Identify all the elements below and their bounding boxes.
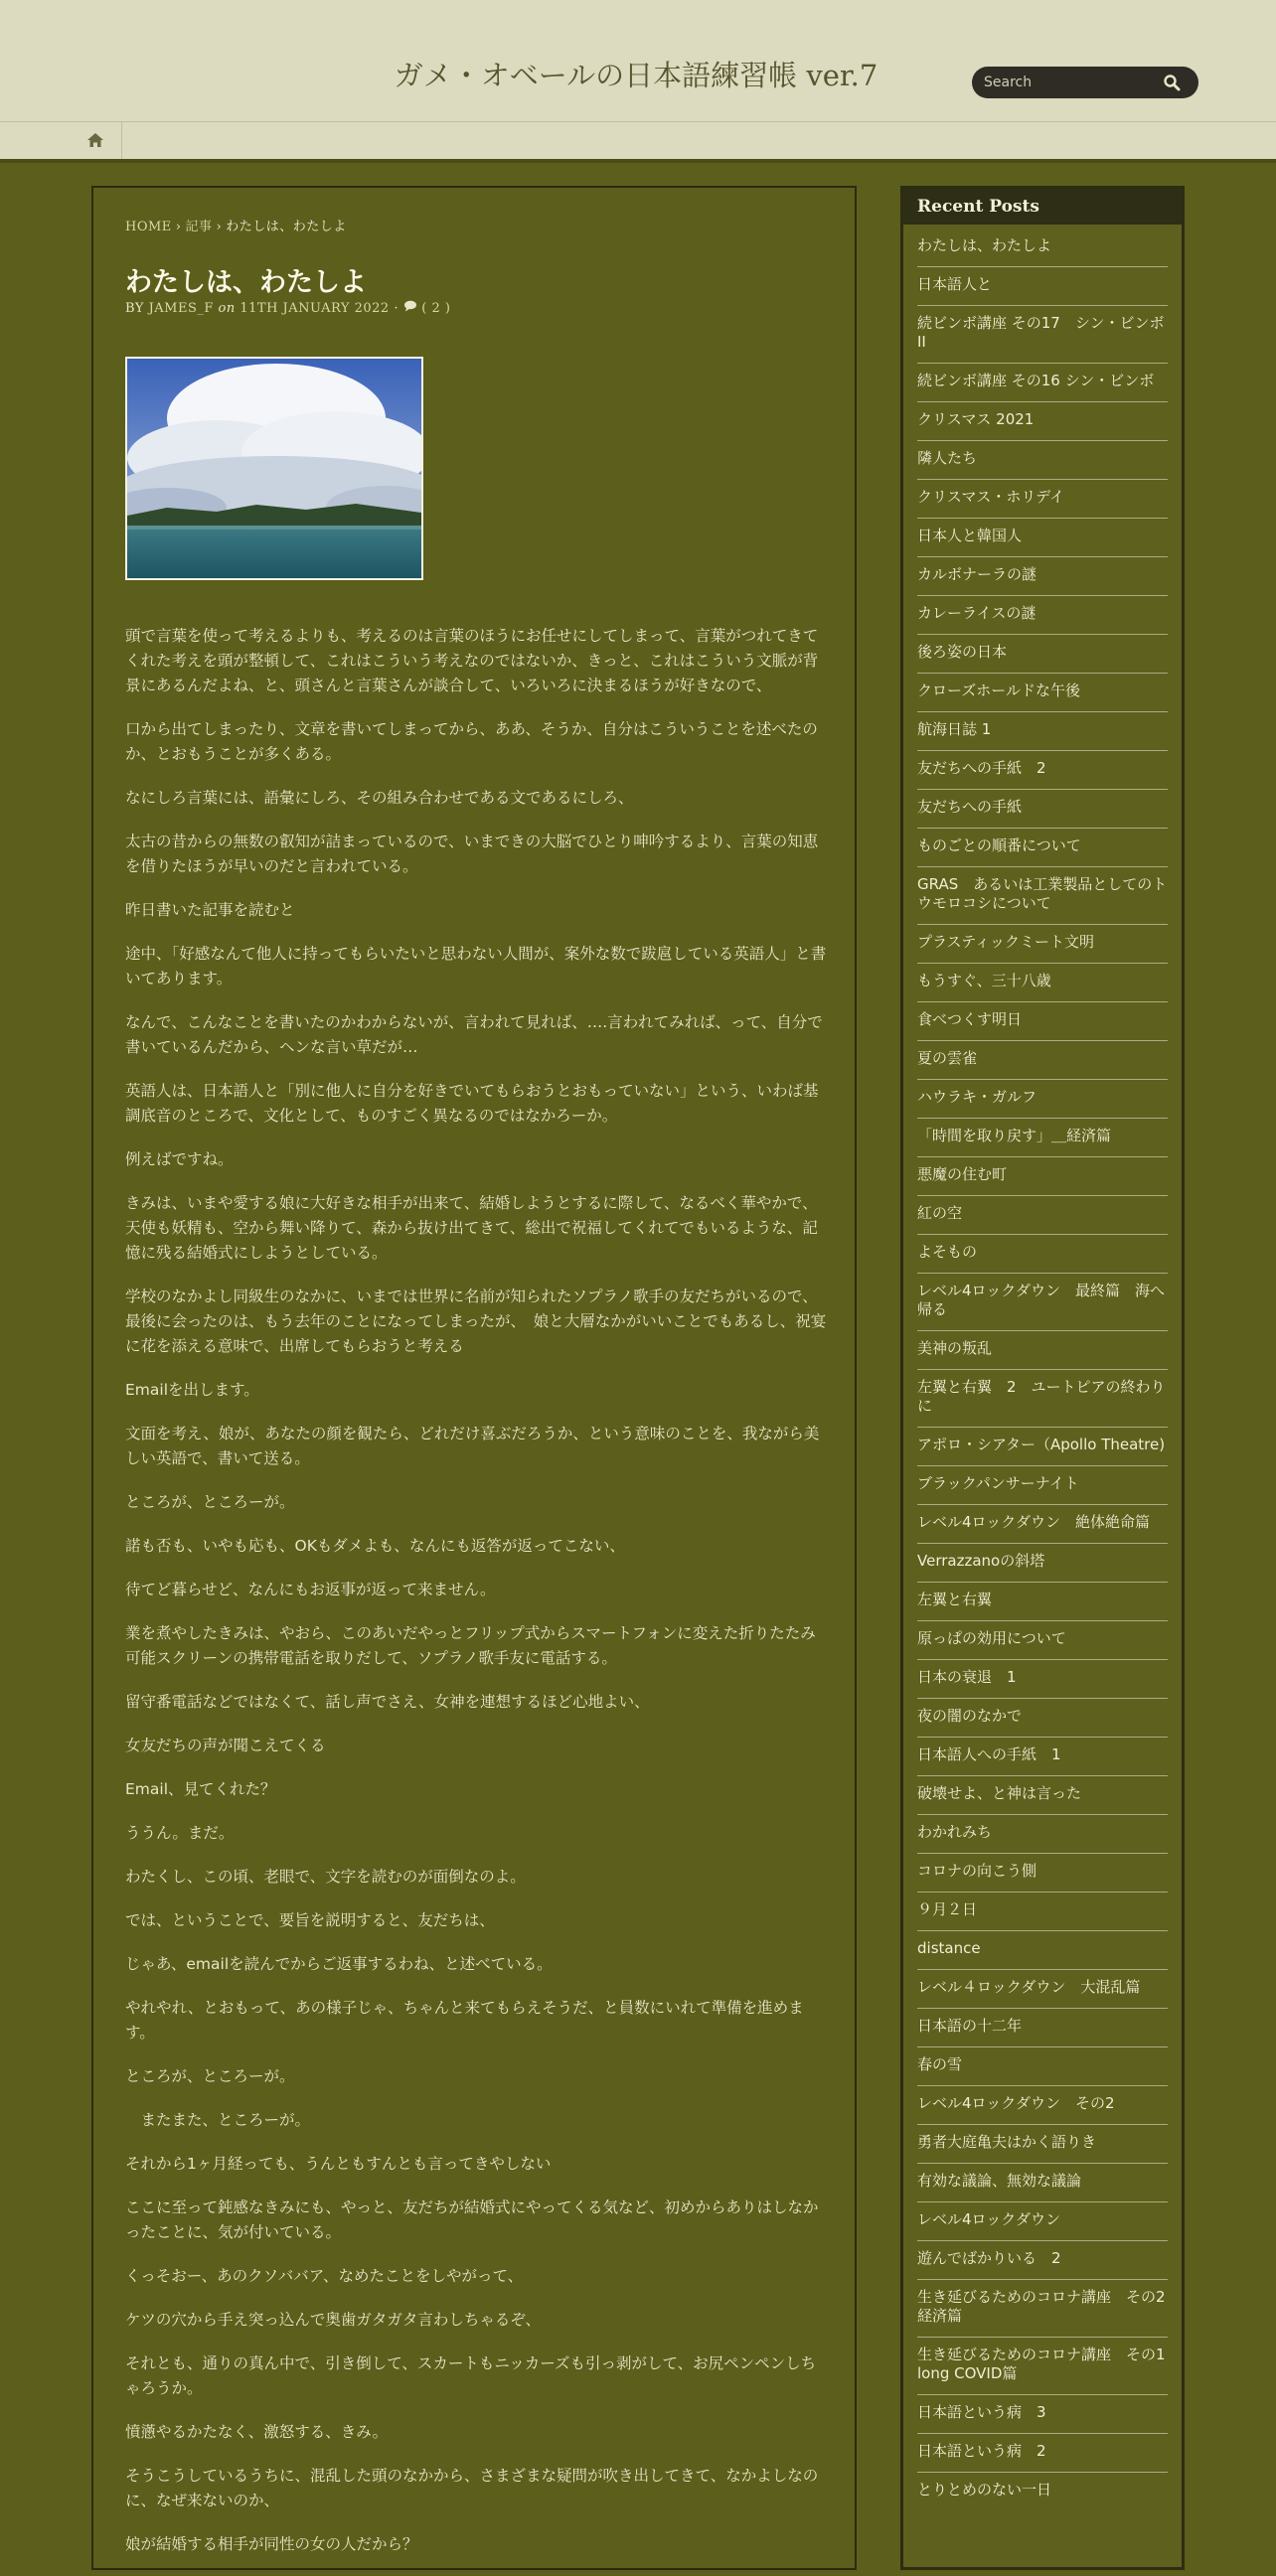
post-paragraph: 学校のなかよし同級生のなかに、いまでは世界に名前が知られたソプラノ歌手の友だちがいるので、最後に会ったのは、もう去年のことになってしまったが、 娘と大層なかがいいことでもあるし、祝宴に花を添える意味で、出席してもらおうと考える	[125, 1288, 827, 1355]
recent-post-link[interactable]: GRAS あるいは工業製品としてのトウモロコシについて	[917, 867, 1168, 925]
recent-post-link[interactable]: 日本語人と	[917, 267, 1168, 306]
post-paragraph: 女友だちの声が聞こえてくる	[125, 1737, 326, 1754]
recent-post-link[interactable]: 続ビンボ講座 その17 シン・ビンボ II	[917, 306, 1168, 364]
post-paragraph: やれやれ、とおもって、あの様子じゃ、ちゃんと来てもらえそうだ、と員数にいれて準備を進めます。	[125, 1999, 804, 2042]
post-paragraph: ケツの穴から手え突っ込んで奥歯ガタガタ言わしちゃるぞ、	[125, 2311, 542, 2329]
post-paragraph: 憤懣やるかたなく、激怒する、きみ。	[125, 2423, 389, 2441]
breadcrumb-current: わたしは、わたしよ	[226, 220, 347, 234]
post-paragraph: 業を煮やしたきみは、やおら、このあいだやっとフリップ式からスマートフォンに変えた折りたたみ可能スクリーンの携帯電話を取りだして、ソプラノ歌手友に電話する。	[125, 1624, 816, 1667]
recent-post-link[interactable]: 友だちへの手紙 2	[917, 751, 1168, 790]
recent-post-link[interactable]: カルボナーラの謎	[917, 557, 1168, 596]
recent-post-link[interactable]: 隣人たち	[917, 441, 1168, 480]
post-paragraph: ところが、ところーが。	[125, 2067, 295, 2085]
home-icon	[87, 133, 103, 147]
post-paragraph: Email、見てくれた？	[125, 1780, 276, 1798]
post-paragraph: 諾も否も、いやも応も、OKもダメよも、なんにも返答が返ってこない、	[125, 1537, 625, 1555]
meta-on: on	[218, 301, 236, 316]
post-content	[91, 186, 857, 2570]
post-meta	[125, 300, 450, 316]
author-link[interactable]: JAMES_F	[148, 301, 214, 316]
nav-home[interactable]	[83, 122, 122, 159]
recent-post-link[interactable]: レベル4ロックダウン 最終篇 海へ帰る	[917, 1274, 1168, 1331]
post-paragraph: ところが、ところーが。	[125, 1493, 295, 1511]
recent-post-link[interactable]: 夜の闇のなかで	[917, 1699, 1168, 1738]
sidebar-header	[903, 189, 1182, 225]
breadcrumb	[125, 216, 347, 234]
recent-post-link[interactable]: カレーライスの謎	[917, 596, 1168, 635]
recent-post-link[interactable]: クリスマス・ホリデイ	[917, 480, 1168, 519]
recent-post-link[interactable]: 日本の衰退 1	[917, 1660, 1168, 1699]
recent-post-link[interactable]: コロナの向こう側	[917, 1854, 1168, 1893]
post-paragraph: 英語人は、日本語人と「別に他人に自分を好きでいてもらおうとおもっていない」という、いわば基調底音のところで、文化として、ものすごく異なるのではなかろーか。	[125, 1082, 819, 1125]
recent-post-link[interactable]: Verrazzanoの斜塔	[917, 1544, 1168, 1583]
recent-post-link[interactable]: レベル４ロックダウン 大混乱篇	[917, 1970, 1168, 2009]
recent-post-link[interactable]: 左翼と右翼 2 ユートピアの終わりに	[917, 1370, 1168, 1428]
recent-post-link[interactable]: 日本語人への手紙 1	[917, 1738, 1168, 1776]
post-paragraph: 口から出てしまったり、文章を書いてしまってから、ああ、そうか、自分はこういうことを述べたのか、とおもうことが多くある。	[125, 720, 818, 763]
breadcrumb-category[interactable]: 記事	[185, 220, 213, 234]
post-paragraph: 待てど暮らせど、なんにもお返事が返って来ません。	[125, 1581, 496, 1598]
recent-post-link[interactable]: 紅の空	[917, 1196, 1168, 1235]
post-paragraph: 留守番電話などではなくて、話し声でさえ、女神を連想するほど心地よい、	[125, 1693, 650, 1711]
post-body	[125, 624, 827, 2576]
recent-post-link[interactable]: 後ろ姿の日本	[917, 635, 1168, 674]
recent-post-link[interactable]: 食べつくす明日	[917, 1002, 1168, 1041]
recent-post-link[interactable]: 友だちへの手紙	[917, 790, 1168, 829]
recent-post-link[interactable]: 左翼と右翼	[917, 1583, 1168, 1621]
recent-post-link[interactable]: 夏の雲雀	[917, 1041, 1168, 1080]
post-paragraph: それから1ヶ月経っても、うんともすんとも言ってきやしない	[125, 2155, 552, 2173]
post-paragraph: きみは、いまや愛する娘に大好きな相手が出来て、結婚しようとするに際して、なるべく華やかで、天使も妖精も、空から舞い降りて、森から抜け出てきて、総出で祝福してくれてでもいるような、記憶に残る結婚式にしようとしている。	[125, 1194, 818, 1262]
recent-posts-list	[917, 228, 1181, 2510]
recent-post-link[interactable]: ９月２日	[917, 1893, 1168, 1931]
main-nav	[0, 121, 1276, 159]
post-paragraph: 昨日書いた記事を読むと	[125, 901, 295, 919]
date-link[interactable]: 11TH JANUARY 2022	[239, 301, 390, 316]
recent-post-link[interactable]: 勇者大庭亀夫はかく語りき	[917, 2125, 1168, 2164]
post-paragraph: 文面を考え、娘が、あなたの顔を観たら、どれだけ喜ぶだろうか、という意味のことを、我ながら美しい英語で、書いて送る。	[125, 1425, 820, 1467]
recent-post-link[interactable]: 生き延びるためのコロナ講座 その1 long COVID篇	[917, 2338, 1168, 2395]
site-header	[0, 0, 1276, 121]
search-icon[interactable]	[1163, 74, 1181, 91]
post-paragraph: そうこうしているうちに、混乱した頭のなかから、さまざまな疑問が吹き出してきて、なかよしなのに、なぜ来ないのか、	[125, 2467, 819, 2509]
post-paragraph: 娘が結婚する相手が同性の女の人だから？	[125, 2535, 418, 2553]
breadcrumb-separator: ›	[216, 220, 223, 234]
post-paragraph: 例えばですね。	[125, 1150, 234, 1168]
recent-post-link[interactable]: distance	[917, 1931, 1168, 1970]
recent-post-link[interactable]: 有効な議論、無効な議論	[917, 2164, 1168, 2202]
post-paragraph: じゃあ、emailを読んでからご返事するわね、と述べている。	[125, 1955, 553, 1973]
search-input[interactable]	[984, 67, 1153, 98]
recent-post-link[interactable]: もうすぐ、三十八歳	[917, 964, 1168, 1002]
post-paragraph: では、ということで、要旨を説明すると、友だちは、	[125, 1911, 495, 1929]
post-paragraph: ううん。まだ。	[125, 1824, 235, 1842]
recent-post-link[interactable]: 原っぱの効用について	[917, 1621, 1168, 1660]
recent-post-link[interactable]: レベル4ロックダウン	[917, 2202, 1168, 2241]
recent-post-link[interactable]: とりとめのない一日	[917, 2481, 1052, 2499]
post-paragraph: なにしろ言葉には、語彙にしろ、その組み合わせである文であるにしろ、	[125, 789, 634, 807]
recent-post-link[interactable]: クローズホールドな午後	[917, 674, 1168, 712]
recent-post-link[interactable]: 悪魔の住む町	[917, 1157, 1168, 1196]
recent-post-link[interactable]: わたしは、わたしよ	[917, 228, 1168, 267]
recent-post-link[interactable]: ものごとの順番について	[917, 829, 1168, 867]
recent-post-link[interactable]: 続ビンボ講座 その16 シン・ビンボ	[917, 364, 1168, 402]
recent-post-link[interactable]: アポロ・シアター（Apollo Theatre)	[917, 1428, 1168, 1466]
featured-image[interactable]	[125, 357, 423, 580]
recent-post-link[interactable]: 日本語という病 3	[917, 2395, 1168, 2434]
post-paragraph: それとも、通りの真ん中で、引き倒して、スカートもニッカーズも引っ剥がして、お尻ペンペンしちゃろうか。	[125, 2354, 817, 2397]
recent-post-link[interactable]: レベル4ロックダウン その2	[917, 2086, 1168, 2125]
breadcrumb-home[interactable]: HOME	[125, 220, 172, 234]
recent-post-link[interactable]: レベル4ロックダウン 絶体絶命篇	[917, 1505, 1168, 1544]
recent-post-link[interactable]: ハウラキ・ガルフ	[917, 1080, 1168, 1119]
post-paragraph: 太古の昔からの無数の叡知が詰まっているので、いまできの大脳でひとり呻吟するより、言葉の知恵を借りたほうが早いのだと言われている。	[125, 833, 819, 875]
search-box	[972, 67, 1198, 98]
breadcrumb-separator: ›	[175, 220, 182, 234]
nav-shadow	[0, 159, 1276, 163]
recent-post-link[interactable]: 航海日誌 1	[917, 712, 1168, 751]
recent-post-link[interactable]: わかれみち	[917, 1815, 1168, 1854]
post-paragraph: くっそおー、あのクソババア、なめたことをしやがって、	[125, 2267, 524, 2285]
meta-by: BY	[125, 301, 144, 316]
recent-post-link[interactable]: クリスマス 2021	[917, 402, 1168, 441]
post-paragraph: 途中、「好感なんて他人に持ってもらいたいと思わない人間が、案外な数で跋扈している英語人」と書いてあります。	[125, 945, 827, 987]
post-paragraph: 頭で言葉を使って考えるよりも、考えるのは言葉のほうにお任せにしてしまって、言葉がつれてきてくれた考えを頭が整頓して、これはこういう考えなのではないか、きっと、これはこういう文脈が背景にあるんだよね、と、頭さんと言葉さんが談合して、いろいろに決まるほうが好きなので、	[125, 627, 819, 694]
recent-post-link[interactable]: 日本語という病 2	[917, 2434, 1168, 2473]
recent-post-link[interactable]: 破壊せよ、と神は言った	[917, 1776, 1168, 1815]
post-paragraph: なんで、こんなことを書いたのかわからないが、言われて見れば、….言われてみれば、って、自分で書いているんだから、ヘンな言い草だが…	[125, 1013, 823, 1056]
post-paragraph: ここに至って鈍感なきみにも、やっと、友だちが結婚式にやってくる気など、初めからありはしなかったことに、気が付いている。	[125, 2198, 819, 2241]
recent-post-link[interactable]: 生き延びるためのコロナ講座 その2 経済篇	[917, 2280, 1168, 2338]
meta-dot: ·	[394, 301, 399, 316]
post-paragraph: またまた、ところーが。	[125, 2111, 311, 2129]
recent-post-link[interactable]: 日本人と韓国人	[917, 519, 1168, 557]
recent-post-link[interactable]: 「時間を取り戻す」＿経済篇	[917, 1119, 1168, 1157]
sidebar-recent-posts	[900, 186, 1185, 2570]
site-title[interactable]: ガメ・オベールの日本語練習帳 ver.7	[394, 59, 878, 92]
recent-post-link[interactable]: 美神の叛乱	[917, 1331, 1168, 1370]
post-paragraph: Emailを出します。	[125, 1381, 259, 1399]
post-title: わたしは、わたしよ	[125, 267, 367, 298]
sidebar-title: Recent Posts	[917, 197, 1039, 217]
recent-post-link[interactable]: よそもの	[917, 1235, 1168, 1274]
recent-post-link[interactable]: プラスティックミート文明	[917, 925, 1168, 964]
comment-icon	[403, 301, 417, 316]
recent-post-link[interactable]: 日本語の十二年	[917, 2009, 1168, 2047]
recent-post-link[interactable]: 遊んでばかりいる 2	[917, 2241, 1168, 2280]
recent-post-link[interactable]: ブラックパンサーナイト	[917, 1466, 1168, 1505]
post-paragraph: わたくし、この頃、老眼で、文字を読むのが面倒なのよ。	[125, 1868, 526, 1886]
comments-link[interactable]: ( 2 )	[421, 301, 451, 316]
recent-post-link[interactable]: 春の雪	[917, 2047, 1168, 2086]
